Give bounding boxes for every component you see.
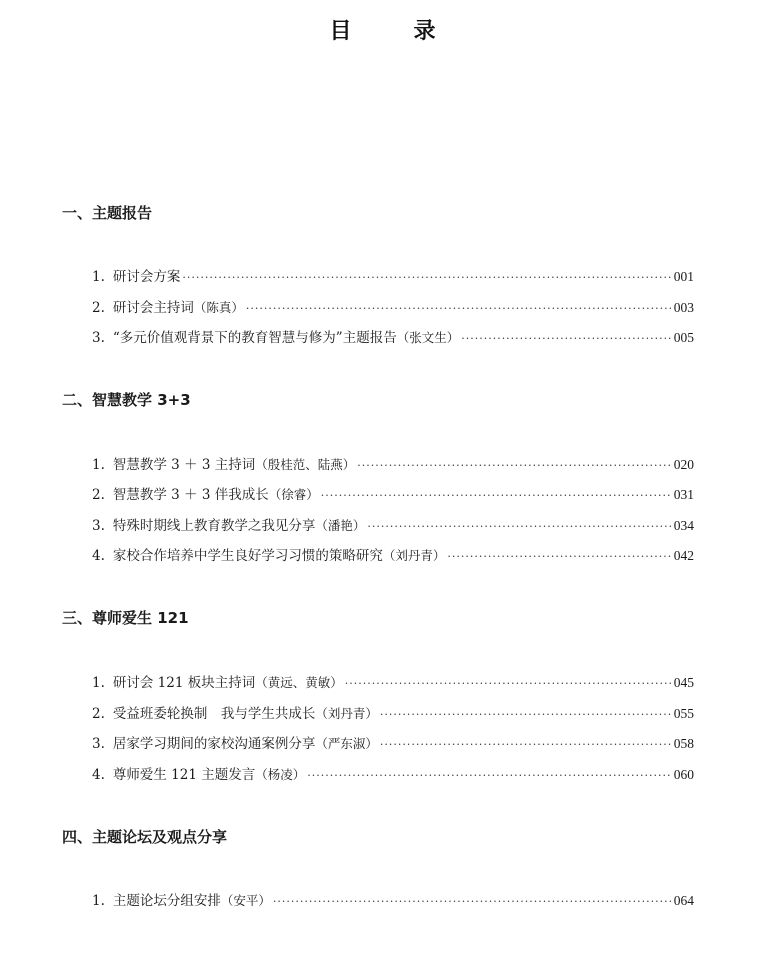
entry-number: 1. [92, 457, 105, 473]
entry-author: （张文生） [396, 330, 460, 345]
entry-number: 4. [92, 548, 105, 564]
toc-entry[interactable] [92, 483, 694, 503]
entry-page-number: 003 [673, 300, 694, 315]
entry-title: 研讨会 121 板块主持词 [112, 675, 256, 691]
dot-leader [357, 459, 672, 472]
entry-page-number: 055 [673, 706, 694, 721]
toc-entry[interactable] [92, 514, 694, 534]
entry-number: 1. [92, 675, 105, 691]
entry-title: 居家学习期间的家校沟通案例分享 [112, 736, 316, 752]
entry-page-number: 042 [673, 548, 694, 563]
toc-entry[interactable] [92, 265, 694, 285]
entry-page-number: 064 [673, 893, 694, 908]
toc-entry[interactable] [92, 763, 694, 783]
entry-title: 研讨会主持词 [112, 300, 194, 316]
dot-leader [380, 738, 672, 751]
dot-leader [461, 332, 672, 345]
section-heading: 三、尊师爱生 121 [62, 609, 189, 627]
toc-entry[interactable] [92, 296, 694, 316]
entry-number: 1. [92, 269, 105, 285]
entry-author: （安平） [220, 893, 271, 908]
dot-leader [182, 271, 671, 284]
entry-page-number: 058 [673, 736, 694, 751]
entry-title: 尊师爱生 121 主题发言 [112, 767, 256, 783]
dot-leader [246, 302, 672, 315]
entry-page-number: 031 [673, 487, 694, 502]
entry-author: （刘丹青） [382, 548, 446, 563]
dot-leader [321, 489, 672, 502]
toc-entry[interactable] [92, 889, 694, 909]
entry-number: 2. [92, 487, 105, 503]
entry-title: 智慧教学 3 ＋ 3 主持词 [112, 457, 256, 473]
entry-page-number: 001 [673, 269, 694, 284]
entry-title: “多元价值观背景下的教育智慧与修为”主题报告 [112, 330, 397, 346]
entry-number: 4. [92, 767, 105, 783]
entry-number: 2. [92, 706, 105, 722]
entry-number: 3. [92, 736, 105, 752]
entry-page-number: 060 [673, 767, 694, 782]
entry-title: 研讨会方案 [112, 269, 181, 285]
entry-author: （殷桂范、陆燕） [255, 457, 356, 472]
toc-entry[interactable] [92, 326, 694, 346]
entry-author: （陈真） [193, 300, 244, 315]
entry-page-number: 005 [673, 330, 694, 345]
dot-leader [447, 550, 671, 563]
toc-entry[interactable] [92, 453, 694, 473]
entry-number: 3. [92, 518, 105, 534]
entry-page-number: 034 [673, 518, 694, 533]
page-title: 目 录 [329, 19, 456, 44]
entry-title: 受益班委轮换制 我与学生共成长 [112, 706, 316, 722]
dot-leader [273, 895, 672, 908]
dot-leader [345, 677, 672, 690]
entry-author: （徐睿） [268, 487, 319, 502]
entry-number: 2. [92, 300, 105, 316]
entry-title: 家校合作培养中学生良好学习习惯的策略研究 [112, 548, 383, 564]
dot-leader [380, 708, 672, 721]
entry-author: （刘丹青） [315, 706, 378, 721]
section-heading: 一、主题报告 [62, 204, 153, 222]
toc-entry[interactable] [92, 671, 694, 691]
toc-entry[interactable] [92, 732, 694, 752]
entry-author: （黄远、黄敏） [255, 675, 343, 690]
entry-author: （杨凌） [255, 767, 306, 782]
entry-page-number: 020 [673, 457, 694, 472]
entry-author: （潘艳） [315, 518, 366, 533]
entry-title: 主题论坛分组安排 [112, 893, 221, 909]
entry-title: 智慧教学 3 ＋ 3 伴我成长 [112, 487, 269, 503]
toc-entry[interactable] [92, 702, 694, 722]
entry-number: 3. [92, 330, 105, 346]
section-heading: 二、智慧教学 3+3 [62, 391, 191, 409]
entry-number: 1. [92, 893, 105, 909]
entry-author: （严东淑） [315, 736, 378, 751]
section-heading: 四、主题论坛及观点分享 [62, 828, 228, 846]
dot-leader [307, 769, 671, 782]
toc-entry[interactable] [92, 544, 694, 564]
entry-page-number: 045 [673, 675, 694, 690]
entry-title: 特殊时期线上教育教学之我见分享 [112, 518, 316, 534]
dot-leader [367, 520, 671, 533]
